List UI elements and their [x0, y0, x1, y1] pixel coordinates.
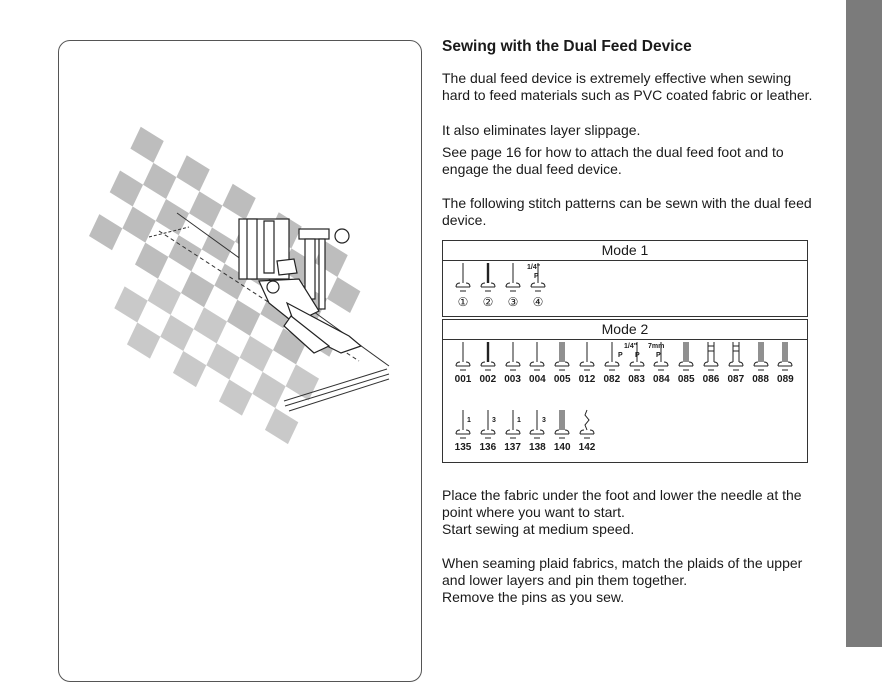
stitch-number: ① — [457, 295, 469, 309]
paragraph-stitch-patterns: The following stitch patterns can be sewn with the dual feed device. — [442, 195, 812, 228]
stitch-number: ③ — [507, 295, 519, 309]
mode1-title: Mode 1 — [443, 241, 807, 261]
stitch-pattern-089 — [773, 340, 797, 386]
stitch-number: 087 — [727, 374, 745, 385]
stitch-pattern-138 — [525, 408, 549, 454]
stitch-pattern-001 — [451, 340, 475, 386]
presser-foot-plaid-illustration — [59, 41, 421, 661]
paragraph-start-sewing: Start sewing at medium speed. — [442, 521, 635, 537]
stitch-pattern-087 — [724, 340, 748, 386]
stitch-pattern-082 — [600, 340, 624, 386]
stitch-pattern-003 — [501, 340, 525, 386]
mode2-label-1-135: 1 — [467, 417, 471, 424]
plaid-square — [194, 307, 227, 343]
stitch-number: 004 — [529, 374, 546, 385]
stitch-pattern-135 — [451, 408, 475, 454]
stitch-pattern-012 — [575, 340, 599, 386]
stitch-number: 001 — [454, 374, 472, 385]
plaid-square — [135, 243, 168, 279]
page-title: Sewing with the Dual Feed Device — [442, 38, 692, 55]
stitch-pattern-002 — [476, 340, 500, 386]
vertical-scrollbar[interactable] — [846, 0, 882, 647]
stitch-pattern-137 — [501, 408, 525, 454]
stitch-number: 086 — [702, 374, 720, 385]
plaid-square — [143, 163, 176, 199]
plaid-square — [227, 300, 260, 336]
plaid-square — [122, 207, 155, 243]
plaid-square — [240, 336, 273, 372]
stitch-pattern-004 — [525, 340, 549, 386]
mode2-p-label-083: P — [635, 352, 640, 359]
stitch-number: 002 — [479, 374, 497, 385]
stitch-pattern-142 — [575, 408, 599, 454]
mode2-p-label-082: P — [618, 352, 623, 359]
plaid-square — [148, 279, 181, 315]
plaid-square — [89, 214, 122, 250]
plaid-square — [222, 184, 255, 220]
mode2-7mm-label: 7mm — [648, 343, 665, 350]
stitch-number: ② — [482, 295, 494, 309]
mode2-label-3-136: 3 — [492, 417, 496, 424]
stitch-number: 083 — [628, 374, 645, 385]
stitch-number: 138 — [529, 442, 546, 453]
stitch-pattern-005 — [550, 340, 574, 386]
plaid-square — [110, 170, 143, 206]
plaid-square — [114, 286, 147, 322]
plaid-square — [181, 271, 214, 307]
illustration-panel — [58, 40, 422, 682]
plaid-square — [265, 408, 298, 444]
plaid-square — [130, 127, 163, 163]
mode2-table — [442, 319, 808, 463]
paragraph-dual-feed-intro: The dual feed device is extremely effective when sewing hard to feed materials such as PVC coated fabric or leather. — [442, 70, 813, 103]
plaid-square — [327, 277, 360, 313]
paragraph-place-fabric: Place the fabric under the foot and lower the needle at the point where you want to start. — [442, 487, 802, 520]
stitch-number: 089 — [777, 374, 794, 385]
mode2-title: Mode 2 — [443, 320, 807, 340]
plaid-square — [176, 155, 209, 191]
plaid-square — [173, 351, 206, 387]
paragraph-plaid-fabrics: When seaming plaid fabrics, match the plaids of the upper and lower layers and pin them together. — [442, 555, 803, 588]
stitch-pattern-② — [476, 261, 500, 309]
stitch-number: 005 — [553, 374, 571, 385]
stitch-number: 088 — [752, 374, 769, 385]
stitch-pattern-085 — [674, 340, 698, 386]
paragraph-remove-pins: Remove the pins as you sew. — [442, 589, 625, 605]
plaid-square — [189, 191, 222, 227]
mode2-quarter-label: 1/4" — [624, 343, 638, 350]
stitch-number: 012 — [578, 374, 596, 385]
paragraph-see-page: See page 16 for how to attach the dual feed foot and to engage the dual feed device. — [442, 144, 784, 177]
stitch-number: 136 — [479, 442, 497, 453]
stitch-pattern-① — [451, 261, 475, 309]
plaid-square — [156, 199, 189, 235]
mode1-table — [442, 240, 808, 317]
stitch-pattern-083 — [625, 340, 649, 386]
mode2-p-label-084: P — [656, 352, 661, 359]
stitch-number: ④ — [532, 295, 544, 309]
stitch-number: 084 — [653, 374, 670, 385]
stitch-number: 137 — [504, 442, 521, 453]
stitch-number: 140 — [553, 442, 571, 453]
stitch-pattern-136 — [476, 408, 500, 454]
stitch-pattern-③ — [501, 261, 525, 309]
stitch-number: 082 — [603, 374, 621, 385]
stitch-number: 135 — [454, 442, 472, 453]
stitch-pattern-086 — [699, 340, 723, 386]
plaid-square — [160, 315, 193, 351]
plaid-square — [202, 227, 235, 263]
mode2-label-1-137: 1 — [517, 417, 521, 424]
stitch-pattern-④ — [526, 261, 550, 309]
plaid-square — [252, 372, 285, 408]
mode1-quarter-label: 1/4" — [527, 264, 541, 271]
mode1-p-label: P — [534, 273, 539, 280]
stitch-pattern-088 — [749, 340, 773, 386]
mode2-label-3-138: 3 — [542, 417, 546, 424]
plaid-square — [219, 380, 252, 416]
stitch-number: 003 — [504, 374, 521, 385]
paragraph-layer-slippage: It also eliminates layer slippage. — [442, 122, 641, 138]
stitch-number: 085 — [677, 374, 695, 385]
plaid-square — [127, 322, 160, 358]
plaid-square — [206, 343, 239, 379]
stitch-pattern-084 — [649, 340, 673, 386]
stitch-number: 142 — [578, 442, 596, 453]
stitch-pattern-140 — [550, 408, 574, 454]
